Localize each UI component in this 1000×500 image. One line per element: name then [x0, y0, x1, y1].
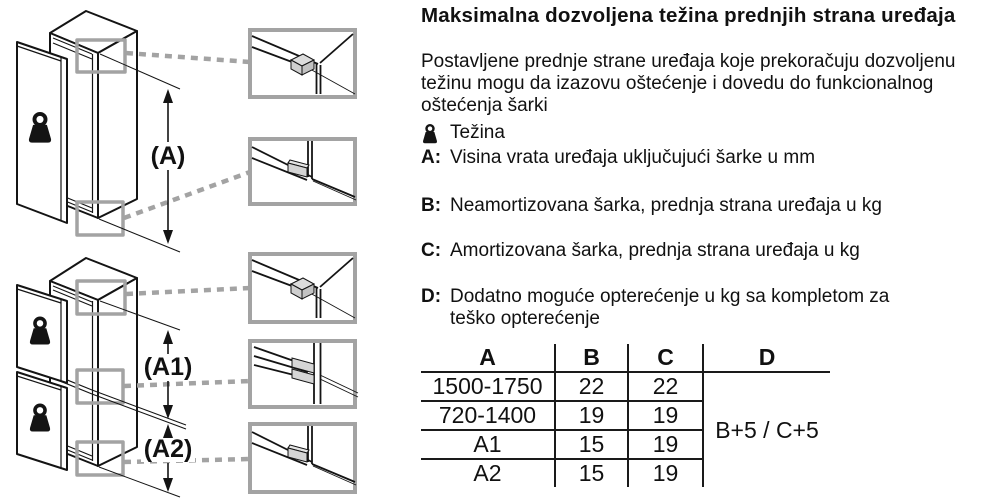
hinge-detail-box-1: [250, 30, 355, 97]
dimension-label-A2: (A2): [143, 435, 193, 463]
legend-text: Dodatno moguće opterećenje u kg sa kompletom za: [450, 286, 890, 307]
legend-key: C:: [421, 240, 442, 261]
legend-item-D: [421, 286, 981, 330]
instructions-panel: [421, 0, 996, 500]
cell-height-range: 720-1400: [421, 401, 555, 430]
detached-door-panel: [17, 42, 67, 223]
table-row: [421, 372, 830, 401]
legend-text: Neamortizovana šarka, prednja strana uređaja u kg: [450, 195, 882, 216]
hinge-detail-box-3: [250, 254, 355, 322]
legend-item-A: [421, 147, 981, 169]
cell-b: 22: [555, 372, 628, 401]
cell-height-range: 1500-1750: [421, 372, 555, 401]
legend-key: A:: [421, 147, 442, 168]
table-header-row: [421, 344, 830, 372]
hinge-detail-box-5: [250, 424, 356, 492]
legend-item-C: [421, 240, 981, 262]
leader-dashed-lines: [124, 53, 250, 218]
legend-key: B:: [421, 195, 442, 216]
cell-c: 19: [628, 430, 703, 459]
cell-b: 19: [555, 401, 628, 430]
cell-b: 15: [555, 459, 628, 487]
legend-weight-label: Težina: [450, 122, 505, 143]
hinge-detail-box-2: [250, 139, 356, 204]
hinge-detail-boxes: [250, 30, 358, 492]
weight-icon: [422, 123, 438, 150]
col-header-A: A: [421, 344, 555, 372]
legend-text: Visina vrata uređaja uključujući šarke u mm: [450, 147, 816, 168]
cell-c: 19: [628, 401, 703, 430]
col-header-D: D: [703, 344, 830, 372]
dimension-label-A: (A): [150, 142, 186, 170]
col-header-B: B: [555, 344, 628, 372]
cell-b: 15: [555, 430, 628, 459]
legend-weight: [421, 122, 981, 144]
legend-item-B: [421, 195, 981, 217]
fridge-two-door-diagram: [17, 258, 250, 497]
legend-text: Amortizovana šarka, prednja strana uređaja u kg: [450, 240, 860, 261]
cell-c: 19: [628, 459, 703, 487]
page-title: Maksimalna dozvoljena težina prednjih strana uređaja: [421, 4, 956, 27]
legend-key: D:: [421, 286, 442, 307]
cell-c: 22: [628, 372, 703, 401]
cell-height-range: A1: [421, 430, 555, 459]
detached-upper-door-panel: [17, 285, 67, 383]
cell-d-merged: B+5 / C+5: [703, 372, 830, 487]
dimension-label-A1: (A1): [143, 353, 193, 381]
weight-limits-table: [421, 344, 830, 487]
fridge-single-door-diagram: [17, 11, 250, 252]
cell-height-range: A2: [473, 460, 502, 486]
intro-paragraph: Postavljene prednje strane uređaja koje prekoračuju dozvoljenu težinu mogu da izazovu oštećenje i dovedu do funkcionalnog oštećenja šarki: [421, 51, 956, 116]
detached-lower-door-panel: [17, 372, 67, 470]
hinge-detail-box-4: [250, 341, 358, 407]
col-header-C: C: [628, 344, 703, 372]
appliance-diagrams: [0, 0, 410, 500]
legend-text-line2: teško opterećenje: [450, 308, 600, 329]
